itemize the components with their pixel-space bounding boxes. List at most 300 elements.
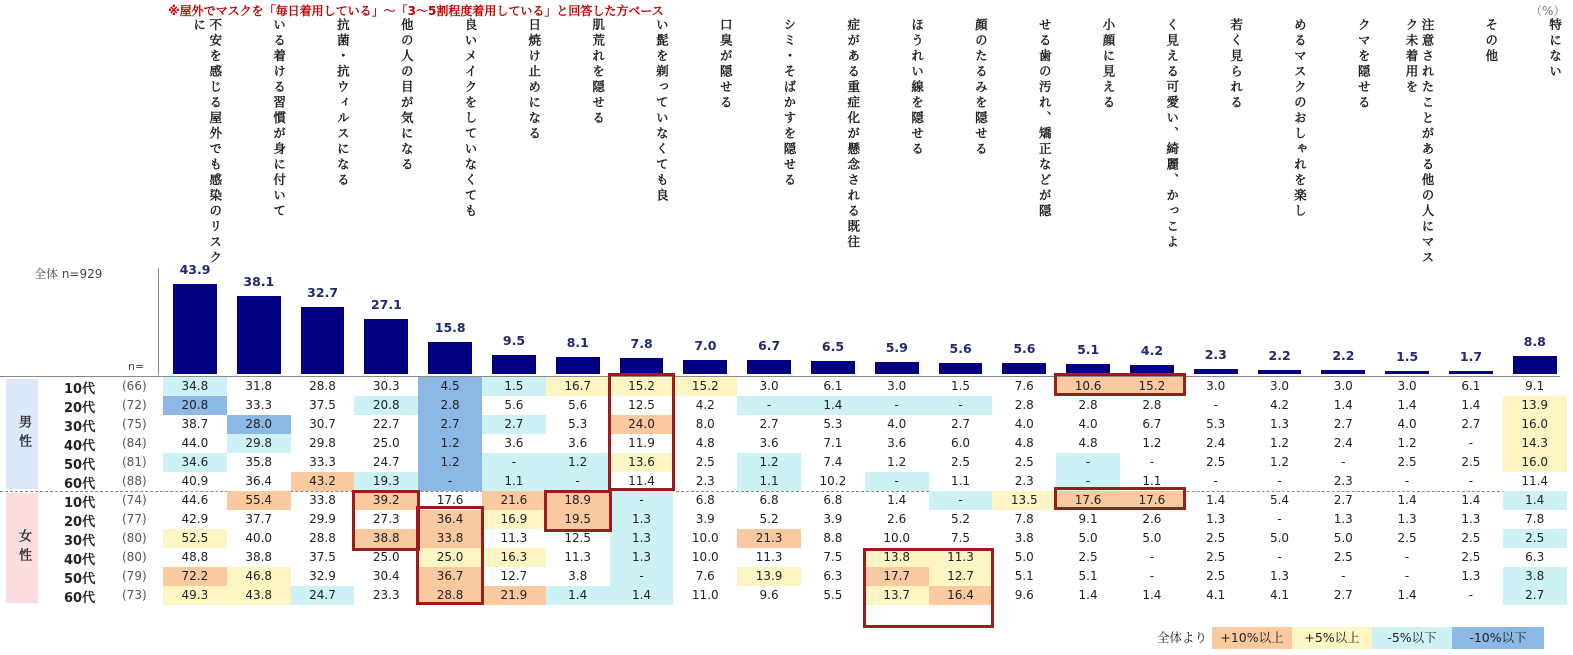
table-cell: 3.6 [504, 436, 524, 450]
table-cell: 22.7 [372, 417, 400, 431]
bar [428, 342, 472, 374]
category-header: せる歯の汚れ、矯正などが隠 [1037, 18, 1053, 220]
table-cell: 25.0 [418, 548, 482, 567]
table-cell: 13.9 [1503, 396, 1567, 415]
total-label: 全体 n=929 [34, 267, 103, 281]
table-cell: 12.5 [564, 531, 592, 545]
table-cell: - [1056, 453, 1120, 472]
table-cell: 16.0 [1503, 453, 1567, 472]
table-cell: - [1404, 474, 1410, 488]
highlight-box [863, 548, 995, 628]
table-cell: 5.0 [1333, 531, 1353, 545]
table-cell: 1.3 [610, 529, 674, 548]
bar-value-label: 8.1 [566, 335, 589, 351]
table-cell: 4.8 [1078, 436, 1098, 450]
table-cell: 46.8 [227, 567, 291, 586]
category-header: 顔のたるみを隠せる [973, 18, 989, 158]
table-cell: 2.5 [1503, 529, 1567, 548]
table-cell: 8.8 [823, 531, 843, 545]
age-label: 60代 [64, 591, 96, 606]
table-cell: 33.3 [309, 455, 336, 469]
highlight-box [1054, 487, 1186, 510]
table-cell: 4.0 [1397, 417, 1417, 431]
table-cell: 12.5 [628, 398, 655, 412]
bar [364, 319, 408, 374]
table-cell: 3.8 [568, 569, 588, 583]
table-cell: 2.5 [950, 455, 971, 469]
table-cell: 2.8 [1014, 398, 1034, 412]
table-cell: 3.0 [1397, 379, 1417, 393]
bar-value-label: 15.8 [434, 319, 466, 335]
table-cell: 1.4 [1078, 588, 1098, 602]
legend-prefix: 全体より [1156, 630, 1207, 645]
category-header: 特にない [1547, 18, 1563, 80]
table-cell: 28.0 [227, 415, 291, 434]
category-header: ほうれい線を隠せる [909, 18, 925, 158]
table-cell: 3.6 [568, 436, 588, 450]
table-cell: 33.8 [309, 493, 336, 507]
table-cell: 2.5 [1461, 531, 1481, 545]
table-cell: 10.0 [691, 531, 719, 545]
category-header: 良いメイクをしていなくても [462, 18, 478, 220]
table-cell: 7.5 [950, 531, 971, 545]
table-cell: 1.2 [1397, 436, 1417, 450]
table-cell: 1.5 [482, 377, 546, 396]
table-cell: - [1404, 569, 1410, 583]
bar-value-label: 8.8 [1523, 334, 1546, 349]
table-cell: 1.4 [1206, 493, 1226, 507]
bar-value-label: 4.2 [1140, 343, 1164, 359]
table-cell: 1.3 [1206, 512, 1226, 526]
table-cell: 32.9 [309, 569, 336, 583]
table-cell: 1.5 [950, 379, 971, 393]
bar-value-label: 2.2 [1268, 347, 1291, 363]
table-cell: 1.3 [1461, 569, 1481, 583]
table-cell: 2.5 [1206, 569, 1226, 583]
category-header: いる着ける習慣が身に付いて [271, 18, 287, 220]
table-cell: 1.1 [950, 474, 971, 488]
table-cell: - [1277, 512, 1282, 526]
category-header: 症がある重症化が懸念される既往 [845, 18, 861, 251]
table-cell: 2.7 [1333, 588, 1353, 602]
table-cell: 5.2 [950, 512, 971, 526]
table-cell: 2.3 [1333, 474, 1353, 488]
age-label: 50代 [64, 572, 96, 587]
bar-value-label: 1.5 [1396, 348, 1419, 364]
category-header: 口臭が隠せる [718, 18, 734, 111]
bar [556, 357, 600, 374]
category-header: シミ・そばかすを隠せる [781, 18, 797, 189]
table-cell: - [1149, 550, 1155, 564]
bar-value-label: 5.1 [1077, 341, 1100, 357]
table-cell: 1.3 [1397, 512, 1417, 526]
age-label: 10代 [64, 496, 96, 511]
table-cell: 9.6 [759, 588, 779, 602]
table-cell: 16.4 [929, 586, 993, 605]
n-label: n= [128, 360, 145, 373]
table-cell: 43.8 [227, 586, 291, 605]
table-cell: - [1149, 569, 1155, 583]
table-cell: 10.0 [691, 550, 719, 564]
highlight-box [352, 490, 420, 551]
n-value: (74) [122, 493, 147, 507]
table-cell: 2.6 [887, 512, 907, 526]
category-header: 若く見られる [1228, 18, 1244, 111]
table-cell: 5.6 [568, 398, 588, 412]
table-cell: 35.8 [245, 455, 273, 469]
n-value: (79) [122, 569, 147, 583]
table-cell: - [1213, 398, 1218, 412]
table-cell: 28.8 [309, 379, 336, 393]
table-cell: - [1341, 455, 1346, 469]
unit-label: （%） [1530, 4, 1566, 18]
table-cell: 5.0 [1269, 531, 1290, 545]
age-label: 40代 [64, 439, 96, 454]
table-cell: 2.5 [1014, 455, 1034, 469]
table-cell: 37.7 [245, 512, 273, 526]
table-cell: 5.0 [1078, 531, 1098, 545]
y-axis-line [158, 268, 159, 375]
table-cell: 23.3 [372, 588, 400, 602]
bar [301, 307, 345, 374]
n-value: (81) [122, 455, 147, 469]
table-cell: 7.6 [695, 569, 715, 583]
age-label: 20代 [64, 401, 96, 416]
table-cell: - [1404, 550, 1410, 564]
table-cell: - [1468, 588, 1474, 602]
bar [683, 360, 727, 374]
chart-note: ※屋外でマスクを「毎日着用している」～「3～5割程度着用している」と回答した方ベース [168, 4, 664, 18]
table-cell: 30.3 [372, 379, 400, 393]
table-cell: 7.8 [1525, 512, 1545, 526]
table-cell: 7.6 [1014, 379, 1034, 393]
table-cell: 9.1 [1078, 512, 1098, 526]
table-cell: 4.5 [418, 377, 482, 396]
highlight-box [608, 373, 676, 491]
table-cell: 36.4 [245, 474, 273, 488]
table-cell: 1.1 [737, 472, 801, 491]
table-cell: 36.4 [418, 510, 482, 529]
table-cell: 5.1 [1014, 569, 1034, 583]
table-cell: 3.6 [759, 436, 779, 450]
n-value: (66) [122, 379, 147, 393]
table-cell: 4.8 [1014, 436, 1034, 450]
table-cell: 1.4 [1397, 588, 1417, 602]
category-header: 不安を感じる屋外でも感染のリスクに [191, 18, 223, 266]
n-value: (88) [122, 474, 147, 488]
table-cell: 21.9 [482, 586, 546, 605]
table-cell: 13.5 [992, 491, 1056, 510]
table-cell: 2.4 [1206, 436, 1226, 450]
category-header: 抗菌・抗ウィルスになる [335, 18, 351, 189]
table-cell: 11.3 [929, 548, 993, 567]
table-cell: 2.3 [695, 474, 715, 488]
table-cell: 5.2 [759, 512, 779, 526]
table-cell: 2.8 [1142, 398, 1162, 412]
table-cell: 1.3 [610, 548, 674, 567]
table-cell: 2.7 [759, 417, 779, 431]
table-cell: 16.9 [482, 510, 546, 529]
table-cell: 43.2 [291, 472, 355, 491]
table-cell: 2.7 [1503, 586, 1567, 605]
bar [1385, 371, 1429, 374]
bar-value-label: 43.9 [179, 262, 211, 278]
n-value: (77) [122, 512, 147, 526]
table-cell: 2.5 [1078, 550, 1098, 564]
table-cell: 6.3 [1525, 550, 1545, 564]
table-cell: 3.0 [887, 379, 907, 393]
table-cell: 5.0 [1014, 550, 1034, 564]
table-cell: 39.2 [354, 491, 418, 510]
table-cell: 27.3 [372, 512, 400, 526]
table-cell: 3.8 [1503, 567, 1567, 586]
table-cell: 25.0 [372, 550, 400, 564]
table-cell: 29.9 [309, 512, 336, 526]
bar [237, 296, 281, 374]
table-cell: 11.3 [755, 550, 783, 564]
table-cell: 8.0 [695, 417, 715, 431]
table-cell: 6.7 [1142, 417, 1162, 431]
table-cell: 42.9 [181, 512, 209, 526]
table-cell: - [610, 491, 674, 510]
table-cell: 1.2 [418, 434, 482, 453]
table-cell: - [929, 491, 993, 510]
table-cell: 6.8 [759, 493, 779, 507]
category-header: 注意されたことがある他の人にマスク未着用を [1403, 18, 1435, 266]
table-cell: 6.8 [823, 493, 843, 507]
table-cell: 4.2 [1269, 398, 1290, 412]
bar-value-label: 7.8 [630, 336, 653, 352]
table-cell: - [1277, 474, 1282, 488]
table-cell: 38.8 [354, 529, 418, 548]
age-label: 20代 [64, 515, 96, 530]
bar [173, 284, 217, 374]
table-cell: 37.5 [309, 398, 336, 412]
table-cell: 33.3 [245, 398, 273, 412]
table-cell: 19.3 [354, 472, 418, 491]
table-cell: 25.0 [372, 436, 400, 450]
table-cell: 1.2 [887, 455, 907, 469]
bar [1513, 356, 1557, 374]
table-cell: 33.8 [418, 529, 482, 548]
table-cell: 2.7 [1461, 417, 1481, 431]
table-cell: 5.1 [1078, 569, 1098, 583]
table-cell: 9.1 [1525, 379, 1545, 393]
table-cell: 18.9 [546, 491, 610, 510]
table-cell: 34.8 [163, 377, 227, 396]
table-cell: - [1468, 474, 1474, 488]
table-cell: 38.7 [181, 417, 209, 431]
table-cell: 1.3 [1461, 512, 1481, 526]
table-cell: 1.4 [1397, 493, 1417, 507]
table-cell: 5.3 [568, 417, 588, 431]
age-label: 10代 [64, 382, 96, 397]
table-cell: 13.6 [610, 453, 674, 472]
table-cell: 15.2 [1120, 377, 1184, 396]
table-cell: 1.4 [1397, 398, 1417, 412]
group-label: 男性 [16, 415, 31, 453]
table-cell: 11.4 [1521, 474, 1549, 488]
table-cell: 1.3 [610, 510, 674, 529]
table-cell: 2.7 [418, 415, 482, 434]
bar [1258, 370, 1302, 374]
bar-value-label: 32.7 [307, 285, 339, 301]
table-cell: 3.0 [1206, 379, 1226, 393]
age-label: 40代 [64, 553, 96, 568]
table-cell: 55.4 [227, 491, 291, 510]
bar-value-label: 9.5 [502, 332, 526, 348]
table-cell: 11.3 [500, 531, 528, 545]
table-cell: 3.6 [887, 436, 907, 450]
table-cell: 5.3 [823, 417, 843, 431]
category-header: 日焼け止めになる [526, 18, 542, 142]
bar-value-label: 6.5 [821, 338, 845, 354]
table-cell: 4.2 [695, 398, 715, 412]
table-cell: 20.8 [354, 396, 418, 415]
bar-value-label: 2.3 [1204, 347, 1227, 363]
table-cell: 3.0 [759, 379, 779, 393]
n-value: (84) [122, 436, 147, 450]
table-cell: 24.7 [291, 586, 355, 605]
table-cell: 2.4 [1333, 436, 1353, 450]
category-header: クマを隠せる [1356, 18, 1372, 111]
bar-value-label: 38.1 [243, 274, 275, 290]
table-cell: 48.8 [181, 550, 209, 564]
age-label: 50代 [64, 458, 96, 473]
table-cell: - [929, 396, 993, 415]
table-cell: 6.1 [1461, 379, 1481, 393]
table-cell: 13.7 [865, 586, 929, 605]
table-cell: 4.1 [1206, 588, 1226, 602]
n-value: (73) [122, 588, 147, 602]
table-cell: 2.5 [1206, 531, 1226, 545]
n-value: (72) [122, 398, 147, 412]
table-cell: - [1213, 474, 1218, 488]
table-cell: 15.2 [610, 377, 674, 396]
bar-value-label: 2.2 [1332, 347, 1355, 363]
bar-value-label: 5.9 [885, 339, 908, 355]
table-cell: 1.3 [1269, 569, 1290, 583]
legend-plus10: +10%以上 [1212, 627, 1292, 649]
table-cell: 2.7 [1333, 493, 1353, 507]
category-header: 小顔に見える [1100, 18, 1116, 111]
table-cell: 11.4 [628, 474, 655, 488]
table-cell: 4.1 [1269, 588, 1290, 602]
bar-value-label: 27.1 [370, 296, 402, 312]
highlight-box [544, 490, 612, 532]
bar [939, 363, 983, 374]
table-cell: 29.8 [227, 434, 291, 453]
table-cell: 2.5 [1333, 550, 1353, 564]
table-cell: 10.6 [1056, 377, 1120, 396]
table-cell: 3.9 [695, 512, 715, 526]
table-cell: 5.4 [1269, 493, 1290, 507]
table-cell: 2.8 [418, 396, 482, 415]
table-cell: 7.5 [823, 550, 843, 564]
table-cell: 2.3 [1014, 474, 1034, 488]
table-cell: 1.4 [610, 586, 674, 605]
category-header: 肌荒れを隠せる [590, 18, 606, 127]
bar [875, 362, 919, 374]
table-cell: 4.0 [1014, 417, 1034, 431]
table-cell: 36.7 [418, 567, 482, 586]
table-cell: 28.8 [418, 586, 482, 605]
group-label: 女性 [16, 529, 31, 567]
table-cell: 2.5 [1397, 455, 1417, 469]
table-cell: 17.7 [865, 567, 929, 586]
table-cell: 12.7 [500, 569, 528, 583]
table-cell: - [865, 396, 929, 415]
table-cell: 1.4 [1461, 398, 1481, 412]
table-cell: 1.2 [1142, 436, 1162, 450]
table-cell: 11.0 [691, 588, 719, 602]
table-cell: 37.5 [309, 550, 336, 564]
table-cell: - [1468, 436, 1474, 450]
table-cell: 17.6 [1056, 491, 1120, 510]
bar-value-label: 7.0 [694, 337, 717, 353]
table-cell: 1.4 [887, 493, 907, 507]
table-cell: 2.5 [1461, 550, 1481, 564]
table-cell: 24.0 [610, 415, 674, 434]
table-cell: 1.4 [801, 396, 865, 415]
bar [1194, 369, 1238, 374]
table-cell: 6.1 [823, 379, 843, 393]
table-cell: 29.8 [309, 436, 336, 450]
age-label: 60代 [64, 477, 96, 492]
category-header: その他 [1483, 18, 1499, 65]
table-cell: - [610, 567, 674, 586]
table-cell: 10.0 [883, 531, 911, 545]
table-cell: 24.7 [372, 455, 400, 469]
table-cell: 1.4 [546, 586, 610, 605]
table-cell: 38.8 [245, 550, 273, 564]
table-cell: 1.3 [1269, 417, 1290, 431]
table-cell: 19.5 [546, 510, 610, 529]
category-header: い髭を剃っていなくても良 [654, 18, 670, 204]
table-cell: 3.0 [1269, 379, 1290, 393]
table-cell: 1.2 [418, 453, 482, 472]
table-cell: - [737, 396, 801, 415]
table-cell: 1.4 [1503, 491, 1567, 510]
bar [811, 361, 855, 374]
table-cell: 3.0 [1333, 379, 1353, 393]
table-cell: 3.8 [1014, 531, 1034, 545]
table-cell: 13.9 [737, 567, 801, 586]
table-cell: - [546, 472, 610, 491]
table-cell: 11.9 [628, 436, 655, 450]
table-cell: 31.8 [245, 379, 273, 393]
table-cell: - [1149, 455, 1155, 469]
table-cell: 44.0 [181, 436, 209, 450]
table-cell: 4.0 [1078, 417, 1098, 431]
table-cell: 1.2 [546, 453, 610, 472]
table-cell: 1.2 [737, 453, 801, 472]
table-cell: - [1277, 550, 1282, 564]
table-cell: - [418, 472, 482, 491]
category-header: 他の人の目が気になる [399, 18, 415, 173]
table-cell: 1.1 [1142, 474, 1162, 488]
table-cell: 20.8 [163, 396, 227, 415]
n-value: (80) [122, 531, 147, 545]
table-cell: 1.2 [1269, 436, 1290, 450]
table-cell: 52.5 [163, 529, 227, 548]
table-cell: 1.2 [1269, 455, 1290, 469]
table-cell: 1.4 [1333, 398, 1353, 412]
age-label: 30代 [64, 534, 96, 549]
table-cell: 2.5 [1397, 531, 1417, 545]
bar [747, 360, 791, 374]
table-cell: 12.7 [929, 567, 993, 586]
